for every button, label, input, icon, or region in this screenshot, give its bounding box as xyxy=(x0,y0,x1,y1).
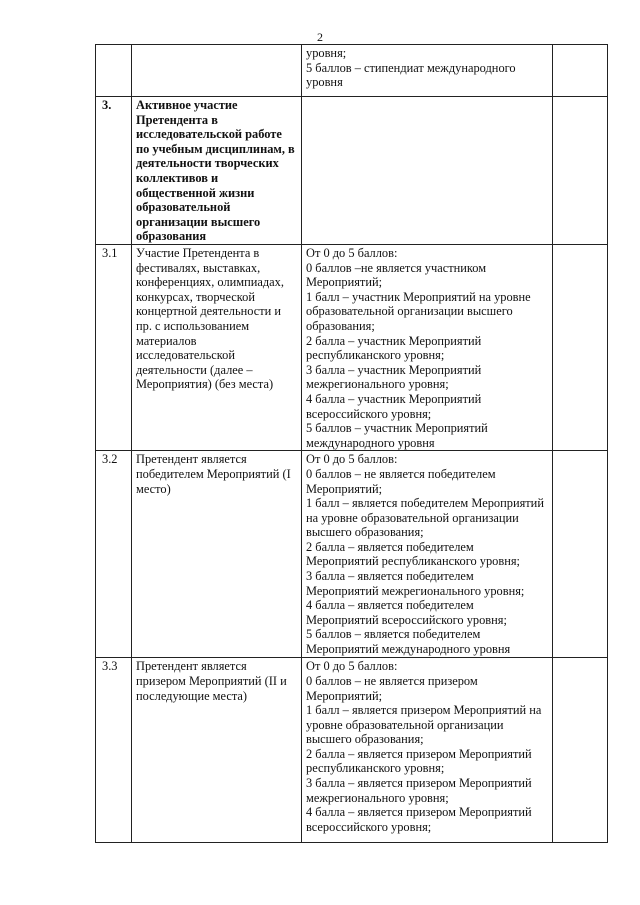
table-row xyxy=(96,658,608,843)
scores-cell xyxy=(302,245,553,451)
score-line: От 0 до 5 баллов: xyxy=(306,452,398,467)
score-line: 0 баллов – не является победителем Мероприятий; xyxy=(306,466,496,496)
empty-cell xyxy=(553,658,608,843)
row-number xyxy=(96,45,132,97)
table-row xyxy=(96,245,608,451)
criterion-cell: Претендент является победителем Мероприятий (I место) xyxy=(132,451,302,658)
section-number: 3. xyxy=(96,97,132,245)
row-number: 3.2 xyxy=(96,451,132,658)
score-line: 2 балла – участник Мероприятий республиканского уровня; xyxy=(306,333,482,363)
table-row xyxy=(96,45,608,97)
empty-cell xyxy=(553,97,608,245)
score-line: 3 балла – является победителем Мероприятий межрегионального уровня; xyxy=(306,569,525,598)
score-line: 1 балл – является призером Мероприятий на уровне образовательной организации высшего образования; xyxy=(306,703,542,747)
criterion-cell xyxy=(132,45,302,97)
scores-cell xyxy=(302,451,553,658)
score-line: уровня; xyxy=(306,46,347,60)
score-line: 2 балла – является призером Мероприятий республиканского уровня; xyxy=(306,746,532,776)
score-line: От 0 до 5 баллов: xyxy=(306,659,398,674)
score-line: 4 балла – является победителем Мероприятий всероссийского уровня; xyxy=(306,598,507,627)
scores-cell xyxy=(302,658,553,843)
score-line: 4 балла – участник Мероприятий всероссийского уровня; xyxy=(306,391,482,421)
empty-cell xyxy=(553,45,608,97)
score-line: 1 балл – является победителем Мероприятий на уровне образовательной организации высшего образования; xyxy=(306,496,544,540)
score-line: 5 баллов – стипендиат международного уровня xyxy=(306,60,516,90)
score-line: 5 баллов – является победителем Мероприятий международного уровня xyxy=(306,627,511,657)
table-row xyxy=(96,451,608,658)
score-line: 5 баллов – участник Мероприятий международного уровня xyxy=(306,421,488,450)
score-line: 0 баллов – не является призером Мероприятий; xyxy=(306,673,478,703)
criterion-cell: Участие Претендента в фестивалях, выставках, конференциях, олимпиадах, конкурсах, творческой концертной деятельности и пр. с использованием материалов исследовательской деятельности (далее – Мероприятия) (без места) xyxy=(132,245,302,451)
criterion-cell: Претендент является призером Мероприятий (II и последующие места) xyxy=(132,658,302,843)
score-line: 4 балла – является призером Мероприятий всероссийского уровня; xyxy=(306,805,532,834)
score-line: От 0 до 5 баллов: xyxy=(306,246,398,260)
scores-cell xyxy=(302,97,553,245)
score-line: 2 балла – является победителем Мероприятий республиканского уровня; xyxy=(306,539,520,569)
score-line: 0 баллов –не является участником Мероприятий; xyxy=(306,260,487,290)
empty-cell xyxy=(553,245,608,451)
table-row xyxy=(96,97,608,245)
criteria-table xyxy=(95,44,608,843)
row-number: 3.3 xyxy=(96,658,132,843)
score-line: 1 балл – участник Мероприятий на уровне образовательной организации высшего образования; xyxy=(306,289,531,333)
row-number: 3.1 xyxy=(96,245,132,451)
score-line: 3 балла – участник Мероприятий межрегионального уровня; xyxy=(306,362,482,392)
section-title: Активное участие Претендента в исследовательской работе по учебным дисциплинам, в деятельности творческих коллективов и общественной жизни образовательной организации высшего образования xyxy=(132,97,302,245)
score-line: 3 балла – является призером Мероприятий межрегионального уровня; xyxy=(306,776,532,805)
page-number: 2 xyxy=(317,30,323,44)
scores-cell xyxy=(302,45,553,97)
empty-cell xyxy=(553,451,608,658)
